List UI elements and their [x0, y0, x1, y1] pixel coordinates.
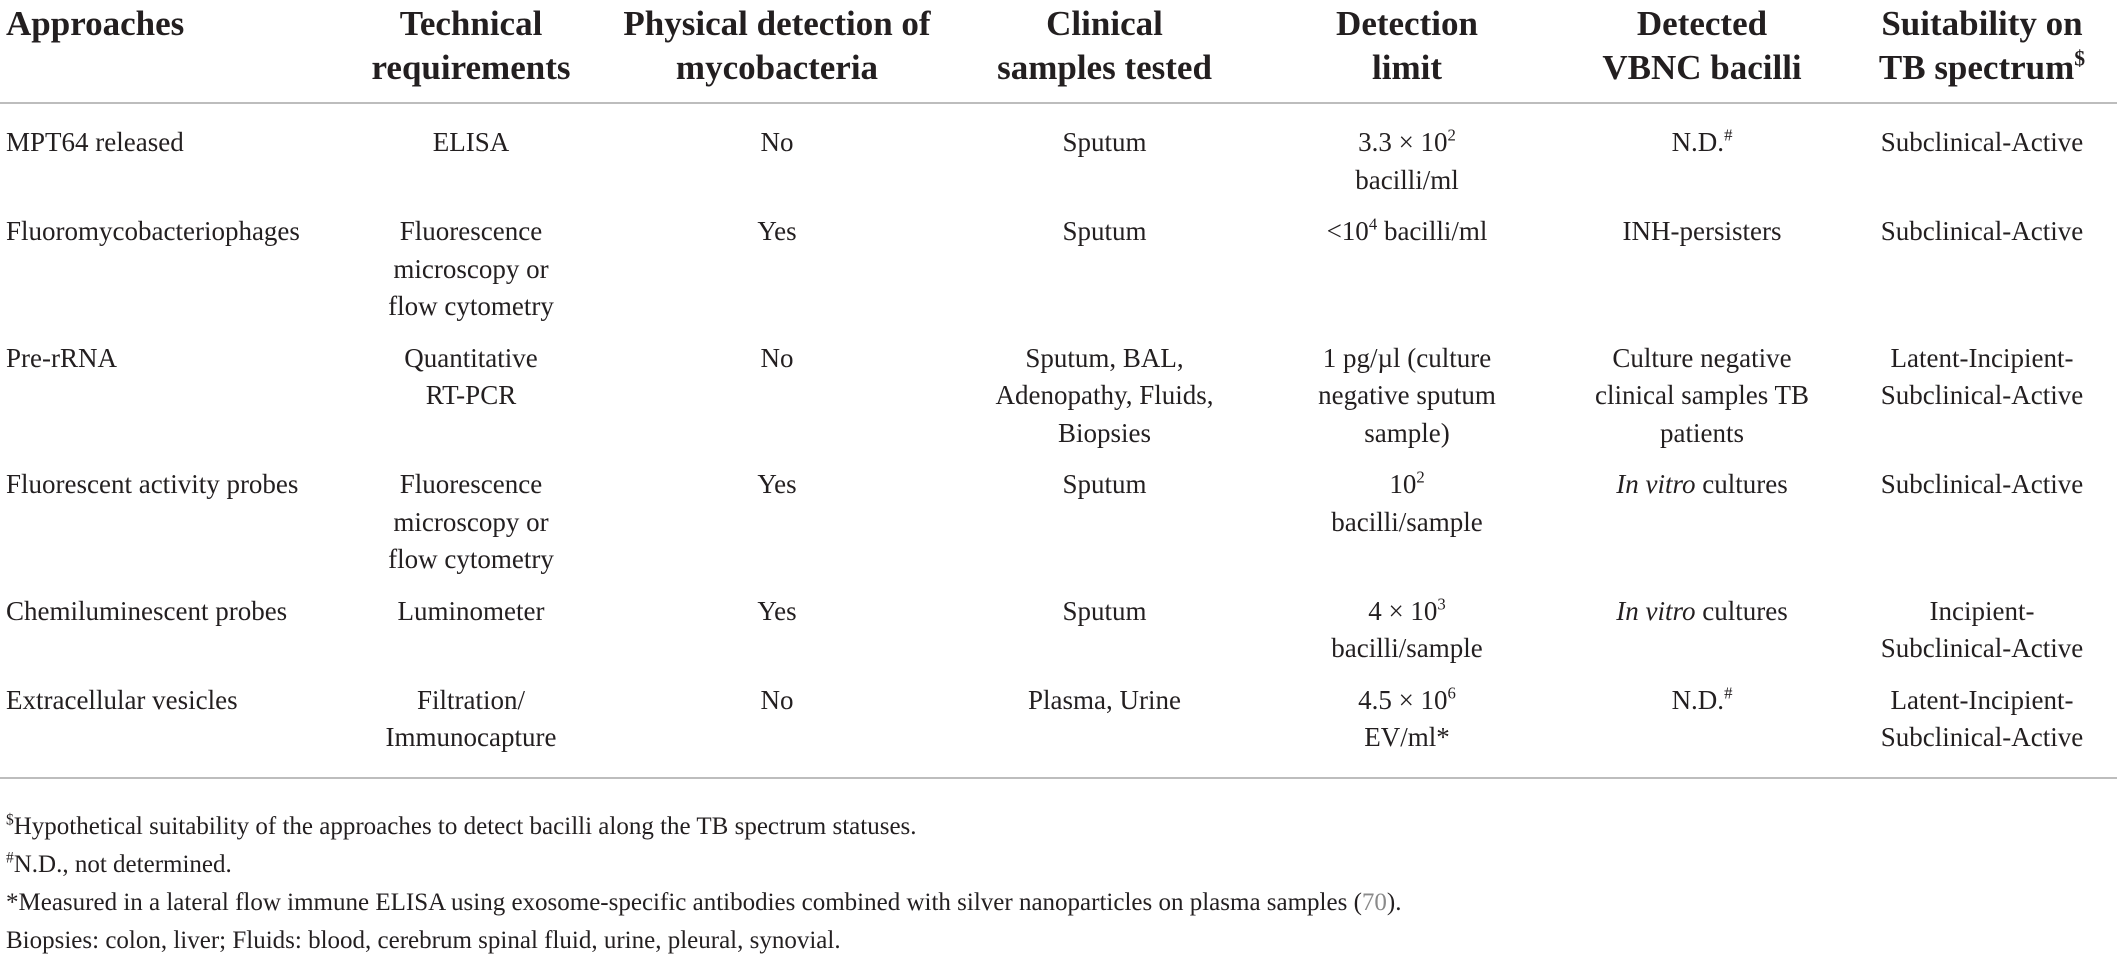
table-row — [0, 593, 2117, 682]
technical-cell: Fluorescence microscopy or flow cytometry — [388, 216, 554, 321]
header-clinical-samples: Clinical samples tested — [952, 0, 1257, 103]
physical-cell: No — [760, 342, 794, 373]
approach-cell: Fluorescent activity probes — [6, 469, 299, 499]
approach-cell: Fluoromycobacteriophages — [6, 216, 300, 246]
samples-cell: Sputum, BAL, Adenopathy, Fluids, Biopsies — [995, 342, 1214, 448]
approach-cell: Pre-rRNA — [6, 342, 117, 373]
samples-cell: Sputum — [1062, 127, 1147, 157]
samples-cell: Plasma, Urine — [952, 682, 1257, 778]
header-detection-limit: Detection limit — [1257, 0, 1557, 103]
vbnc-cell: In vitro cultures — [1616, 469, 1788, 499]
physical-cell: Yes — [757, 469, 797, 499]
technical-cell: Luminometer — [397, 595, 545, 626]
samples-cell: Sputum — [1062, 216, 1147, 246]
header-approaches: Approaches — [0, 0, 340, 103]
approach-cell: Chemiluminescent probes — [6, 595, 288, 626]
suitability-cell: Subclinical-Active — [1880, 469, 2084, 499]
limit-cell: $3.3 \times 10^2$ bacilli/ml — [1355, 125, 1459, 195]
physical-cell: Yes — [757, 595, 797, 626]
suitability-cell: Incipient- Subclinical-Active — [1880, 595, 2084, 663]
vbnc-cell: N.D.# — [1671, 125, 1733, 157]
footnote-nd: #N.D., not determined. — [6, 849, 232, 878]
footnote-suitability: $Hypothetical suitability of the approaches to detect bacilli along the TB spectrum statuses. — [6, 811, 917, 840]
vbnc-cell: Culture negative clinical samples TB patients — [1595, 342, 1809, 448]
limit-cell: $4.5 \times 10^6$ EV/ml* — [1257, 682, 1557, 778]
header-technical-requirements: Technical requirements — [340, 0, 602, 103]
limit-cell: $<10^4$ bacilli/ml — [1326, 214, 1488, 246]
suitability-cell: Latent-Incipient- Subclinical-Active — [1880, 342, 2084, 410]
header-suitability: Suitability on TB spectrum$ — [1847, 0, 2117, 103]
limit-cell: 1 pg/µl (culture negative sputum sample) — [1318, 342, 1496, 448]
technical-cell: Quantitative RT-PCR — [404, 342, 538, 410]
table-row — [0, 103, 2117, 213]
footnote-measured: *Measured in a lateral flow immune ELISA using exosome-specific antibodies combined with silver nanoparticles on plasma samples (70). — [6, 889, 1402, 916]
footnote-biopsies: Biopsies: colon, liver; Fluids: blood, cerebrum spinal fluid, urine, pleural, synovial. — [6, 927, 841, 954]
table-footnotes — [6, 808, 2106, 960]
physical-cell: No — [760, 127, 794, 157]
table-row — [0, 340, 2117, 467]
table-row — [0, 466, 2117, 593]
suitability-cell: Latent-Incipient- Subclinical-Active — [1847, 682, 2117, 778]
suitability-cell: Subclinical-Active — [1880, 127, 2084, 157]
approach-cell: MPT64 released — [6, 127, 184, 157]
suitability-cell: Subclinical-Active — [1880, 216, 2084, 246]
approach-cell: Extracellular vesicles — [0, 682, 340, 778]
table-row — [0, 213, 2117, 340]
physical-cell: Yes — [757, 216, 797, 246]
reference-link[interactable]: 70 — [1361, 889, 1387, 916]
technical-cell: Fluorescence microscopy or flow cytometry — [388, 469, 554, 574]
physical-cell: No — [602, 682, 952, 778]
limit-cell: $10^2$ bacilli/sample — [1331, 467, 1483, 537]
vbnc-cell: N.D.# — [1557, 682, 1847, 778]
technical-cell: Filtration/ Immunocapture — [340, 682, 602, 778]
technical-cell: ELISA — [432, 127, 510, 157]
samples-cell: Sputum — [1062, 469, 1147, 499]
header-row — [0, 0, 2117, 103]
samples-cell: Sputum — [1062, 595, 1147, 626]
header-physical-detection: Physical detection of mycobacteria — [602, 0, 952, 103]
vbnc-cell: INH-persisters — [1622, 216, 1782, 246]
table-row — [0, 682, 2117, 778]
limit-cell: $4 \times 10^3$ bacilli/sample — [1331, 594, 1483, 663]
vbnc-cell: In vitro cultures — [1616, 595, 1788, 626]
header-detected-vbnc: Detected VBNC bacilli — [1557, 0, 1847, 103]
